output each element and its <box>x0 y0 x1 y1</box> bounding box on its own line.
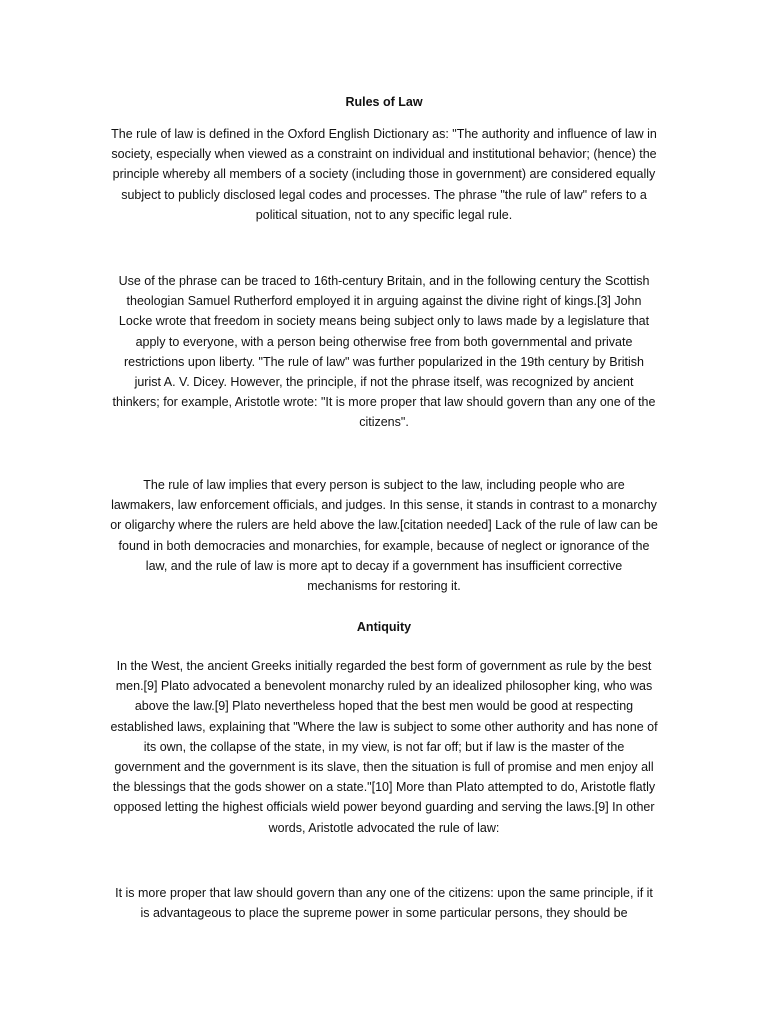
section-heading-antiquity: Antiquity <box>356 620 412 634</box>
paragraph-implications: The rule of law implies that every person is subject to the law, including people who are lawmakers, law enforcement officials, and judges. In this sense, it stands in contrast to a monarchy or oligarchy where the rulers are held above the law.[citation needed] Lack of the rule of law can be found in both democracies and monarchies, for example, because of neglect or ignorance of the law, and the rule of law is more apt to decay if a government has insufficient corrective mechanisms for restoring it. <box>110 478 658 594</box>
paragraph-antiquity: In the West, the ancient Greeks initially regarded the best form of government as rule by the best men.[9] Plato advocated a benevolent monarchy ruled by an idealized philosopher king, who was above the law.[9] Plato nevertheless hoped that the best men would be good at respecting established laws, explaining that "Where the law is subject to some other authority and has none of its own, the collapse of the state, in my view, is not far off; but if law is the master of the government and the government is its slave, then the situation is full of promise and men enjoy all the blessings that the gods shower on a state."[10] More than Plato attempted to do, Aristotle flatly opposed letting the highest officials wield power beyond guarding and serving the laws.[9] In other words, Aristotle advocated the rule of law: <box>110 659 658 835</box>
document-title: Rules of Law <box>345 95 423 109</box>
paragraph-history: Use of the phrase can be traced to 16th-century Britain, and in the following century the Scottish theologian Samuel Rutherford employed it in arguing against the divine right of kings.[3] John Locke wrote that freedom in society means being subject only to laws made by a legislature that apply to everyone, with a person being otherwise free from both governmental and private restrictions upon liberty. "The rule of law" was further popularized in the 19th century by British jurist A. V. Dicey. However, the principle, if not the phrase itself, was recognized by ancient thinkers; for example, Aristotle wrote: "It is more proper that law should govern than any one of the citizens". <box>112 274 656 430</box>
paragraph-quote: It is more proper that law should govern than any one of the citizens: upon the same principle, if it is advantageous to place the supreme power in some particular persons, they should be <box>115 886 653 921</box>
paragraph-definition: The rule of law is defined in the Oxford English Dictionary as: "The authority and influence of law in society, especially when viewed as a constraint on individual and institutional behavior; (hence) the principle whereby all members of a society (including those in government) are considered equally subject to publicly disclosed legal codes and processes. The phrase "the rule of law" refers to a political situation, not to any specific legal rule. <box>111 127 657 222</box>
